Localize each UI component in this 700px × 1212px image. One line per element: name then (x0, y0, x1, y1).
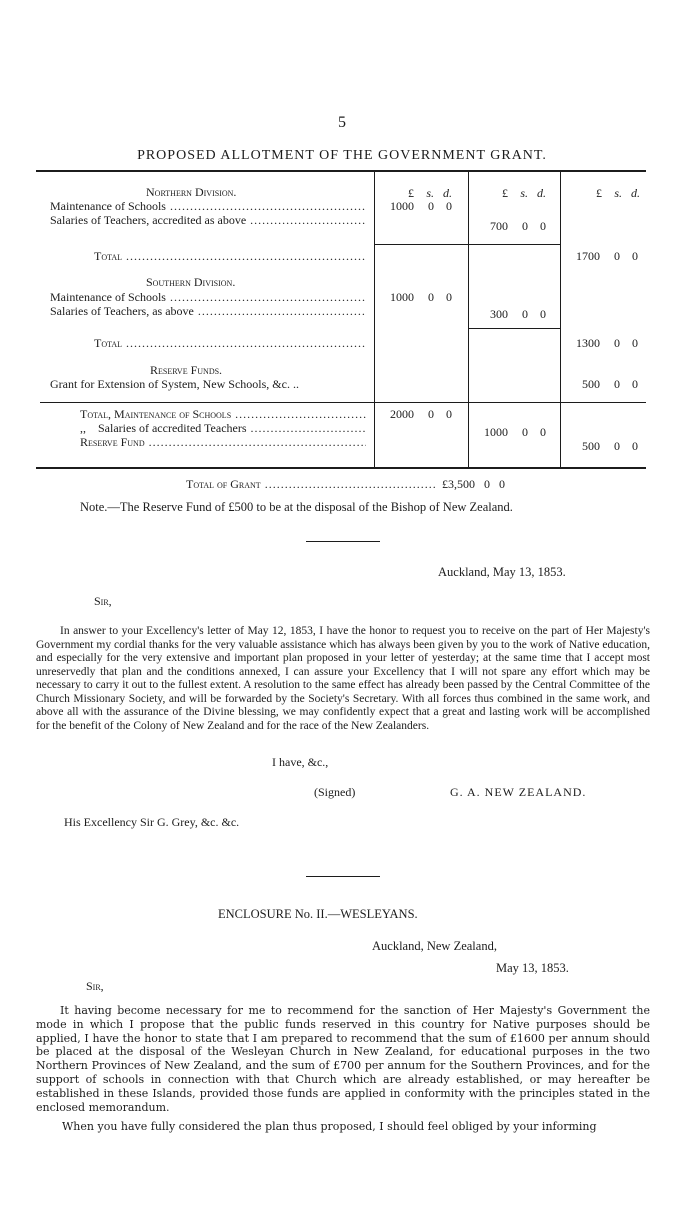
table-top-rule (36, 170, 646, 172)
southern-maintenance-amount: 1000 0 0 (390, 290, 452, 304)
northern-salaries-amount: 700 0 0 (490, 219, 546, 233)
letter1-place-date: Auckland, May 13, 1853. (438, 565, 566, 579)
header-pence: d. (631, 186, 640, 200)
header-shillings: s. (426, 186, 434, 200)
letter2-body: It having become necessary for me to recommend for the sanction of Her Majesty's Government the mode in which I propose that the public funds reserved in this country for Native purposes should be applied, I have the honor to state that I am prepared to recommend that the sum of £1600 per annum should be placed at the disposal of the Wesleyan Church in New Zealand, for educational purposes in the two Northern Provinces of New Zealand, and the sum of £700 per annum for the Southern Provinces, and for the support of schools in connection with that Church which are already established, or may hereafter be established in these Islands, provided those funds are applied in conformity with the principles stated in the enclosed memorandum. (36, 1004, 650, 1114)
table-bottom-rule (36, 467, 646, 469)
totals-reserve-amount: 500 0 0 (582, 439, 638, 453)
northern-maintenance-amount: 1000 0 0 (390, 199, 452, 213)
letter2-last-line: When you have fully considered the plan thus proposed, I should feel obliged by your informing (62, 1120, 597, 1133)
letter1-signed: (Signed) (314, 785, 356, 799)
totals-maintenance-label: Total, Maintenance of Schools ..... (80, 408, 366, 421)
northern-total-label: Total ..... (94, 250, 366, 263)
letter1-body: In answer to your Excellency's letter of May 12, 1853, I have the honor to request you to receive on the part of Her Majesty's Government my cordial thanks for the very valuable assistance which has always been given by you to the work of Native education, and especially for the very extensive and important plan proposed in your letter of yesterday; at the same time that I accept most unreservedly that plan and the conditions annexed, I can assure your Excellency that I will not spare any effort which may be necessary to carry it out to the fullest extent. A resolution to the same effect has already been passed by the Central Committee of the Church Missionary Society, and will be forwarded by the Society's Secretary. With all forces thus combined in the same work, and above all with the assurance of the Divine blessing, we may confidently expect that a great and lasting work will be accomplished for the benefit of the Colony of New Zealand and for the race of the New Zealanders. (36, 625, 650, 732)
header-pence: d. (443, 186, 452, 200)
row-rule-reserve (40, 402, 646, 403)
reserve-heading: Reserve Funds. (150, 363, 223, 377)
section-divider-1 (306, 541, 380, 542)
letter1-closing: I have, &c., (272, 755, 329, 769)
northern-total-amount: 1700 0 0 (576, 249, 638, 263)
totals-maintenance-amount: 2000 0 0 (390, 407, 452, 421)
enclosure-heading: ENCLOSURE No. II.—WESLEYANS. (218, 907, 418, 921)
col-header-2 (474, 186, 546, 201)
header-pounds: £ (502, 186, 508, 200)
southern-heading: Southern Division. (146, 275, 236, 289)
col-header-3 (568, 186, 640, 201)
reserve-grant-amount: 500 0 0 (582, 377, 638, 391)
table-title: PROPOSED ALLOTMENT OF THE GOVERNMENT GRANT. (137, 148, 547, 163)
northern-heading: Northern Division. (146, 185, 237, 199)
northern-salaries-label: Salaries of Teachers, accredited as above ..... (50, 214, 366, 227)
header-pounds: £ (408, 186, 414, 200)
southern-maintenance-label: Maintenance of Schools ..... (50, 291, 366, 304)
northern-maintenance-label: Maintenance of Schools ..... (50, 200, 366, 213)
grand-total-amount: £3,500 0 0 (442, 477, 505, 491)
column-rule-2 (468, 172, 469, 467)
letter2-salutation: Sir, (86, 979, 104, 993)
letter2-date: May 13, 1853. (496, 961, 569, 975)
totals-reserve-label: Reserve Fund ..... (80, 436, 366, 449)
row-rule-southern-total (468, 328, 560, 329)
reserve-grant-label: Grant for Extension of System, New Schools, &c. .. (50, 377, 299, 391)
southern-salaries-amount: 300 0 0 (490, 307, 546, 321)
section-divider-2 (306, 876, 380, 877)
reserve-fund-note: Note.—The Reserve Fund of £500 to be at the disposal of the Bishop of New Zealand. (80, 500, 513, 514)
header-shillings: s. (614, 186, 622, 200)
letter1-addressee: His Excellency Sir G. Grey, &c. &c. (64, 815, 240, 829)
column-rule-1 (374, 172, 375, 467)
row-rule-northern-total-2 (468, 244, 560, 245)
totals-salaries-label: ,, Salaries of accredited Teachers ..... (80, 422, 366, 435)
letter1-salutation: Sir, (94, 594, 112, 608)
letter2-place: Auckland, New Zealand, (372, 939, 497, 953)
southern-total-label: Total ..... (94, 337, 366, 350)
row-rule-northern-total (374, 244, 468, 245)
totals-salaries-amount: 1000 0 0 (484, 425, 546, 439)
header-pence: d. (537, 186, 546, 200)
column-rule-3 (560, 172, 561, 467)
page-number: 5 (338, 114, 346, 131)
southern-salaries-label: Salaries of Teachers, as above ..... (50, 305, 366, 318)
letter1-signature: G. A. NEW ZEALAND. (450, 785, 587, 799)
southern-total-amount: 1300 0 0 (576, 336, 638, 350)
header-pounds: £ (596, 186, 602, 200)
header-shillings: s. (520, 186, 528, 200)
grand-total-label: Total of Grant ..... (186, 478, 436, 491)
